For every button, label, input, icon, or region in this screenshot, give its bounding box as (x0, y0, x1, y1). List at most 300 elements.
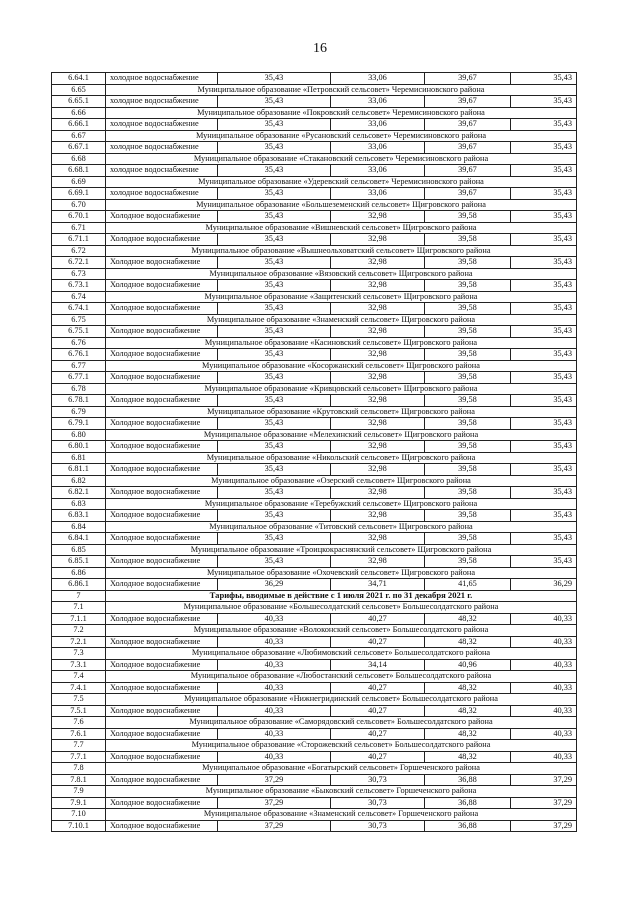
tariff-value: 35,43 (511, 303, 577, 315)
row-number: 7.2 (52, 625, 106, 637)
tariff-value: 35,43 (218, 556, 331, 568)
row-number: 6.78.1 (52, 395, 106, 407)
service-name: холодное водоснабжение (106, 142, 218, 154)
tariff-value: 32,98 (331, 257, 425, 269)
municipality-name: Муниципальное образование «Титовский сельсовет» Щигровского района (106, 521, 577, 533)
tariff-value: 37,29 (218, 774, 331, 786)
service-name: холодное водоснабжение (106, 119, 218, 131)
row-number: 6.66.1 (52, 119, 106, 131)
tariff-value: 33,06 (331, 73, 425, 85)
municipality-name: Муниципальное образование «Стакановский сельсовет» Черемисиновского района (106, 153, 577, 165)
municipality-name: Муниципальное образование «Озерский сельсовет» Щигровского района (106, 475, 577, 487)
row-number: 6.75 (52, 314, 106, 326)
tariff-value: 35,43 (218, 533, 331, 545)
tariff-value: 35,43 (511, 349, 577, 361)
row-number: 6.75.1 (52, 326, 106, 338)
service-name: Холодное водоснабжение (106, 372, 218, 384)
tariff-row (52, 797, 577, 809)
tariff-value: 35,43 (218, 257, 331, 269)
municipality-name: Муниципальное образование «Защитенский сельсовет» Щигровского района (106, 291, 577, 303)
row-number: 7.10 (52, 809, 106, 821)
tariff-row (52, 533, 577, 545)
tariff-value: 35,43 (511, 464, 577, 476)
service-name: Холодное водоснабжение (106, 418, 218, 430)
tariff-value: 33,06 (331, 142, 425, 154)
tariff-value: 39,58 (425, 372, 511, 384)
municipality-name: Муниципальное образование «Кривцовский сельсовет» Щигровского района (106, 383, 577, 395)
tariff-value: 35,43 (218, 510, 331, 522)
tariff-value: 35,43 (218, 119, 331, 131)
tariff-value: 35,43 (218, 188, 331, 200)
tariff-value: 33,06 (331, 96, 425, 108)
row-number: 7.3.1 (52, 659, 106, 671)
service-name: Холодное водоснабжение (106, 441, 218, 453)
row-number: 6.80.1 (52, 441, 106, 453)
tariff-row (52, 257, 577, 269)
municipality-name: Муниципальное образование «Крутовский сельсовет» Щигровского района (106, 406, 577, 418)
tariff-value: 40,33 (511, 682, 577, 694)
row-number: 6.84 (52, 521, 106, 533)
row-number: 7.1 (52, 602, 106, 614)
tariff-row (52, 659, 577, 671)
tariff-row (52, 774, 577, 786)
tariff-value: 40,27 (331, 751, 425, 763)
tariff-value: 40,27 (331, 613, 425, 625)
municipality-row (52, 337, 577, 349)
row-number: 6.73 (52, 268, 106, 280)
tariff-value: 39,58 (425, 510, 511, 522)
tariff-value: 39,58 (425, 464, 511, 476)
tariff-value: 39,58 (425, 395, 511, 407)
tariff-value: 35,43 (218, 441, 331, 453)
tariff-value: 35,43 (511, 510, 577, 522)
municipality-name: Муниципальное образование «Нижнегридинский сельсовет» Большесолдатского района (106, 694, 577, 706)
row-number: 6.69 (52, 176, 106, 188)
tariff-value: 35,43 (218, 464, 331, 476)
row-number: 7.6 (52, 717, 106, 729)
row-number: 6.72 (52, 245, 106, 257)
tariff-value: 40,33 (511, 705, 577, 717)
tariff-value: 39,67 (425, 165, 511, 177)
tariff-row (52, 464, 577, 476)
row-number: 6.69.1 (52, 188, 106, 200)
tariff-value: 39,58 (425, 349, 511, 361)
tariff-value: 40,96 (425, 659, 511, 671)
tariff-row (52, 142, 577, 154)
tariff-row (52, 349, 577, 361)
tariff-value: 40,27 (331, 728, 425, 740)
row-number: 6.83.1 (52, 510, 106, 522)
tariff-value: 32,98 (331, 487, 425, 499)
tariff-value: 40,27 (331, 705, 425, 717)
municipality-row (52, 763, 577, 775)
municipality-row (52, 222, 577, 234)
municipality-name: Муниципальное образование «Сторожевский сельсовет» Большесолдатского района (106, 740, 577, 752)
municipality-name: Муниципальное образование «Богатырский сельсовет» Горшеченского района (106, 763, 577, 775)
section-title: Тарифы, вводимые в действие с 1 июля 2021 г. по 31 декабря 2021 г. (106, 590, 577, 602)
tariff-value: 35,43 (218, 96, 331, 108)
tariff-value: 35,43 (511, 395, 577, 407)
municipality-row (52, 268, 577, 280)
tariff-value: 39,58 (425, 487, 511, 499)
tariff-value: 35,43 (218, 73, 331, 85)
tariff-row (52, 636, 577, 648)
tariff-value: 35,43 (218, 395, 331, 407)
row-number: 6.71 (52, 222, 106, 234)
municipality-row (52, 84, 577, 96)
service-name: Холодное водоснабжение (106, 728, 218, 740)
municipality-name: Муниципальное образование «Касиновский сельсовет» Щигровского района (106, 337, 577, 349)
row-number: 7.1.1 (52, 613, 106, 625)
tariff-value: 35,43 (511, 96, 577, 108)
tariff-value: 48,32 (425, 613, 511, 625)
municipality-name: Муниципальное образование «Русановский сельсовет» Черемисиновского района (106, 130, 577, 142)
tariff-value: 36,88 (425, 774, 511, 786)
row-number: 7.5 (52, 694, 106, 706)
municipality-name: Муниципальное образование «Теребужский сельсовет» Щигровского района (106, 498, 577, 510)
tariff-value: 39,58 (425, 418, 511, 430)
tariff-value: 39,58 (425, 441, 511, 453)
row-number: 6.82 (52, 475, 106, 487)
row-number: 6.77.1 (52, 372, 106, 384)
tariff-value: 30,73 (331, 774, 425, 786)
tariff-value: 33,06 (331, 165, 425, 177)
service-name: Холодное водоснабжение (106, 257, 218, 269)
tariff-row (52, 234, 577, 246)
municipality-row (52, 360, 577, 372)
row-number: 7 (52, 590, 106, 602)
service-name: Холодное водоснабжение (106, 751, 218, 763)
row-number: 7.8.1 (52, 774, 106, 786)
municipality-name: Муниципальное образование «Вязовский сельсовет» Щигровского района (106, 268, 577, 280)
municipality-row (52, 245, 577, 257)
tariff-row (52, 211, 577, 223)
tariff-value: 39,67 (425, 73, 511, 85)
row-number: 7.9 (52, 786, 106, 798)
service-name: Холодное водоснабжение (106, 533, 218, 545)
tariff-value: 35,43 (218, 349, 331, 361)
municipality-row (52, 475, 577, 487)
service-name: Холодное водоснабжение (106, 797, 218, 809)
tariff-value: 39,58 (425, 257, 511, 269)
tariff-row (52, 96, 577, 108)
tariff-value: 40,33 (511, 659, 577, 671)
row-number: 6.70 (52, 199, 106, 211)
service-name: холодное водоснабжение (106, 96, 218, 108)
row-number: 6.79.1 (52, 418, 106, 430)
municipality-row (52, 740, 577, 752)
tariff-value: 35,43 (511, 326, 577, 338)
tariff-value: 34,14 (331, 659, 425, 671)
tariff-value: 40,33 (218, 613, 331, 625)
tariff-value: 32,98 (331, 556, 425, 568)
tariff-row (52, 705, 577, 717)
tariff-value: 40,27 (331, 636, 425, 648)
service-name: Холодное водоснабжение (106, 774, 218, 786)
tariff-value: 37,29 (511, 774, 577, 786)
tariff-value: 35,43 (218, 326, 331, 338)
municipality-row (52, 521, 577, 533)
row-number: 7.10.1 (52, 820, 106, 832)
municipality-row (52, 107, 577, 119)
tariff-value: 35,43 (218, 372, 331, 384)
municipality-row (52, 314, 577, 326)
municipality-row (52, 199, 577, 211)
service-name: Холодное водоснабжение (106, 705, 218, 717)
tariff-row (52, 372, 577, 384)
municipality-row (52, 671, 577, 683)
tariff-value: 39,67 (425, 96, 511, 108)
municipality-name: Муниципальное образование «Знаменский сельсовет» Щигровского района (106, 314, 577, 326)
tariff-value: 33,06 (331, 119, 425, 131)
service-name: Холодное водоснабжение (106, 280, 218, 292)
row-number: 6.73.1 (52, 280, 106, 292)
tariff-value: 36,88 (425, 797, 511, 809)
row-number: 6.84.1 (52, 533, 106, 545)
service-name: Холодное водоснабжение (106, 234, 218, 246)
tariff-value: 32,98 (331, 395, 425, 407)
row-number: 6.67 (52, 130, 106, 142)
tariff-value: 40,33 (511, 613, 577, 625)
municipality-row (52, 406, 577, 418)
tariff-row (52, 613, 577, 625)
municipality-name: Муниципальное образование «Саморядовский сельсовет» Большесолдатского района (106, 717, 577, 729)
municipality-name: Муниципальное образование «Волоконский сельсовет» Большесолдатского района (106, 625, 577, 637)
row-number: 6.74.1 (52, 303, 106, 315)
tariff-value: 35,43 (511, 211, 577, 223)
row-number: 7.8 (52, 763, 106, 775)
tariff-table-body (52, 73, 577, 832)
row-number: 6.83 (52, 498, 106, 510)
tariff-value: 37,29 (511, 797, 577, 809)
tariff-row (52, 418, 577, 430)
row-number: 6.85.1 (52, 556, 106, 568)
municipality-row (52, 544, 577, 556)
service-name: Холодное водоснабжение (106, 211, 218, 223)
municipality-name: Муниципальное образование «Троицкокраснянский сельсовет» Щигровского района (106, 544, 577, 556)
municipality-row (52, 717, 577, 729)
tariff-value: 39,58 (425, 303, 511, 315)
tariff-value: 35,43 (511, 487, 577, 499)
service-name: Холодное водоснабжение (106, 613, 218, 625)
row-number: 7.7.1 (52, 751, 106, 763)
service-name: Холодное водоснабжение (106, 820, 218, 832)
tariff-value: 35,43 (218, 280, 331, 292)
municipality-name: Муниципальное образование «Быковский сельсовет» Горшеченского района (106, 786, 577, 798)
service-name: Холодное водоснабжение (106, 326, 218, 338)
tariff-value: 35,43 (218, 418, 331, 430)
tariff-row (52, 119, 577, 131)
tariff-value: 40,33 (218, 636, 331, 648)
tariff-value: 40,33 (218, 705, 331, 717)
tariff-value: 48,32 (425, 705, 511, 717)
municipality-name: Муниципальное образование «Косоржанский сельсовет» Щигровского района (106, 360, 577, 372)
tariff-value: 32,98 (331, 280, 425, 292)
service-name: холодное водоснабжение (106, 73, 218, 85)
row-number: 6.80 (52, 429, 106, 441)
tariff-value: 35,43 (511, 441, 577, 453)
row-number: 6.64.1 (52, 73, 106, 85)
municipality-row (52, 694, 577, 706)
municipality-name: Муниципальное образование «Никольский сельсовет» Щигровского района (106, 452, 577, 464)
tariff-value: 32,98 (331, 441, 425, 453)
tariff-row (52, 303, 577, 315)
tariff-value: 40,33 (218, 728, 331, 740)
tariff-value: 35,43 (218, 487, 331, 499)
service-name: холодное водоснабжение (106, 188, 218, 200)
service-name: Холодное водоснабжение (106, 636, 218, 648)
tariff-value: 35,43 (511, 119, 577, 131)
municipality-row (52, 625, 577, 637)
tariff-row (52, 556, 577, 568)
row-number: 6.81 (52, 452, 106, 464)
municipality-name: Муниципальное образование «Большесолдатский сельсовет» Большесолдатского района (106, 602, 577, 614)
row-number: 6.70.1 (52, 211, 106, 223)
service-name: Холодное водоснабжение (106, 303, 218, 315)
tariff-row (52, 326, 577, 338)
tariff-row (52, 165, 577, 177)
tariff-value: 33,06 (331, 188, 425, 200)
tariff-value: 48,32 (425, 751, 511, 763)
municipality-row (52, 786, 577, 798)
tariff-value: 32,98 (331, 372, 425, 384)
tariff-table (51, 72, 577, 832)
tariff-value: 35,43 (511, 280, 577, 292)
tariff-value: 37,29 (218, 797, 331, 809)
municipality-name: Муниципальное образование «Любимовский сельсовет» Большесолдатского района (106, 648, 577, 660)
tariff-value: 35,43 (511, 73, 577, 85)
tariff-value: 39,67 (425, 142, 511, 154)
tariff-value: 36,29 (218, 579, 331, 591)
row-number: 6.68 (52, 153, 106, 165)
tariff-row (52, 395, 577, 407)
tariff-value: 30,73 (331, 797, 425, 809)
tariff-value: 32,98 (331, 418, 425, 430)
municipality-row (52, 602, 577, 614)
row-number: 6.72.1 (52, 257, 106, 269)
tariff-value: 35,43 (511, 188, 577, 200)
municipality-name: Муниципальное образование «Удеревский сельсовет» Черемисиновского района (106, 176, 577, 188)
row-number: 6.78 (52, 383, 106, 395)
tariff-value: 40,33 (511, 728, 577, 740)
tariff-row (52, 280, 577, 292)
tariff-value: 40,33 (511, 751, 577, 763)
tariff-value: 39,67 (425, 188, 511, 200)
tariff-row (52, 73, 577, 85)
tariff-value: 34,71 (331, 579, 425, 591)
municipality-row (52, 153, 577, 165)
tariff-value: 35,43 (218, 303, 331, 315)
tariff-value: 35,43 (511, 556, 577, 568)
row-number: 6.86 (52, 567, 106, 579)
tariff-value: 36,29 (511, 579, 577, 591)
service-name: Холодное водоснабжение (106, 395, 218, 407)
tariff-value: 35,43 (511, 142, 577, 154)
tariff-value: 39,67 (425, 119, 511, 131)
tariff-row (52, 510, 577, 522)
tariff-value: 39,58 (425, 211, 511, 223)
tariff-value: 40,27 (331, 682, 425, 694)
tariff-value: 32,98 (331, 533, 425, 545)
row-number: 6.79 (52, 406, 106, 418)
row-number: 6.85 (52, 544, 106, 556)
municipality-row (52, 567, 577, 579)
tariff-value: 40,33 (218, 682, 331, 694)
row-number: 7.4.1 (52, 682, 106, 694)
tariff-value: 30,73 (331, 820, 425, 832)
tariff-value: 40,33 (218, 659, 331, 671)
page-number: 16 (313, 41, 327, 56)
service-name: Холодное водоснабжение (106, 464, 218, 476)
municipality-name: Муниципальное образование «Мелехинский сельсовет» Щигровского района (106, 429, 577, 441)
row-number: 6.74 (52, 291, 106, 303)
municipality-row (52, 809, 577, 821)
tariff-value: 35,43 (511, 418, 577, 430)
municipality-row (52, 648, 577, 660)
tariff-row (52, 579, 577, 591)
tariff-value: 40,33 (218, 751, 331, 763)
tariff-value: 35,43 (511, 533, 577, 545)
tariff-row (52, 820, 577, 832)
municipality-row (52, 130, 577, 142)
row-number: 6.81.1 (52, 464, 106, 476)
tariff-value: 32,98 (331, 211, 425, 223)
tariff-value: 35,43 (218, 211, 331, 223)
row-number: 7.7 (52, 740, 106, 752)
tariff-value: 35,43 (511, 165, 577, 177)
tariff-row (52, 728, 577, 740)
tariff-value: 32,98 (331, 464, 425, 476)
municipality-name: Муниципальное образование «Вышнеольховатский сельсовет» Щигровского района (106, 245, 577, 257)
row-number: 7.9.1 (52, 797, 106, 809)
tariff-value: 39,58 (425, 326, 511, 338)
section-row (52, 590, 577, 602)
tariff-value: 35,43 (511, 234, 577, 246)
tariff-value: 41,65 (425, 579, 511, 591)
row-number: 6.77 (52, 360, 106, 372)
tariff-value: 35,43 (511, 257, 577, 269)
municipality-name: Муниципальное образование «Вишневский сельсовет» Щигровского района (106, 222, 577, 234)
tariff-value: 39,58 (425, 533, 511, 545)
municipality-row (52, 383, 577, 395)
service-name: Холодное водоснабжение (106, 349, 218, 361)
row-number: 6.71.1 (52, 234, 106, 246)
row-number: 6.76.1 (52, 349, 106, 361)
tariff-value: 32,98 (331, 303, 425, 315)
tariff-value: 37,29 (218, 820, 331, 832)
row-number: 6.82.1 (52, 487, 106, 499)
tariff-value: 32,98 (331, 510, 425, 522)
tariff-row (52, 188, 577, 200)
row-number: 6.76 (52, 337, 106, 349)
service-name: Холодное водоснабжение (106, 579, 218, 591)
row-number: 7.6.1 (52, 728, 106, 740)
row-number: 6.65 (52, 84, 106, 96)
tariff-row (52, 751, 577, 763)
tariff-value: 32,98 (331, 326, 425, 338)
row-number: 6.86.1 (52, 579, 106, 591)
municipality-row (52, 498, 577, 510)
municipality-name: Муниципальное образование «Знаменский сельсовет» Горшеченского района (106, 809, 577, 821)
municipality-name: Муниципальное образование «Петровский сельсовет» Черемисиновского района (106, 84, 577, 96)
service-name: Холодное водоснабжение (106, 510, 218, 522)
tariff-row (52, 441, 577, 453)
municipality-row (52, 291, 577, 303)
tariff-value: 48,32 (425, 682, 511, 694)
municipality-name: Муниципальное образование «Большеземенский сельсовет» Щигровского района (106, 199, 577, 211)
municipality-name: Муниципальное образование «Покровский сельсовет» Черемисиновского района (106, 107, 577, 119)
row-number: 6.66 (52, 107, 106, 119)
